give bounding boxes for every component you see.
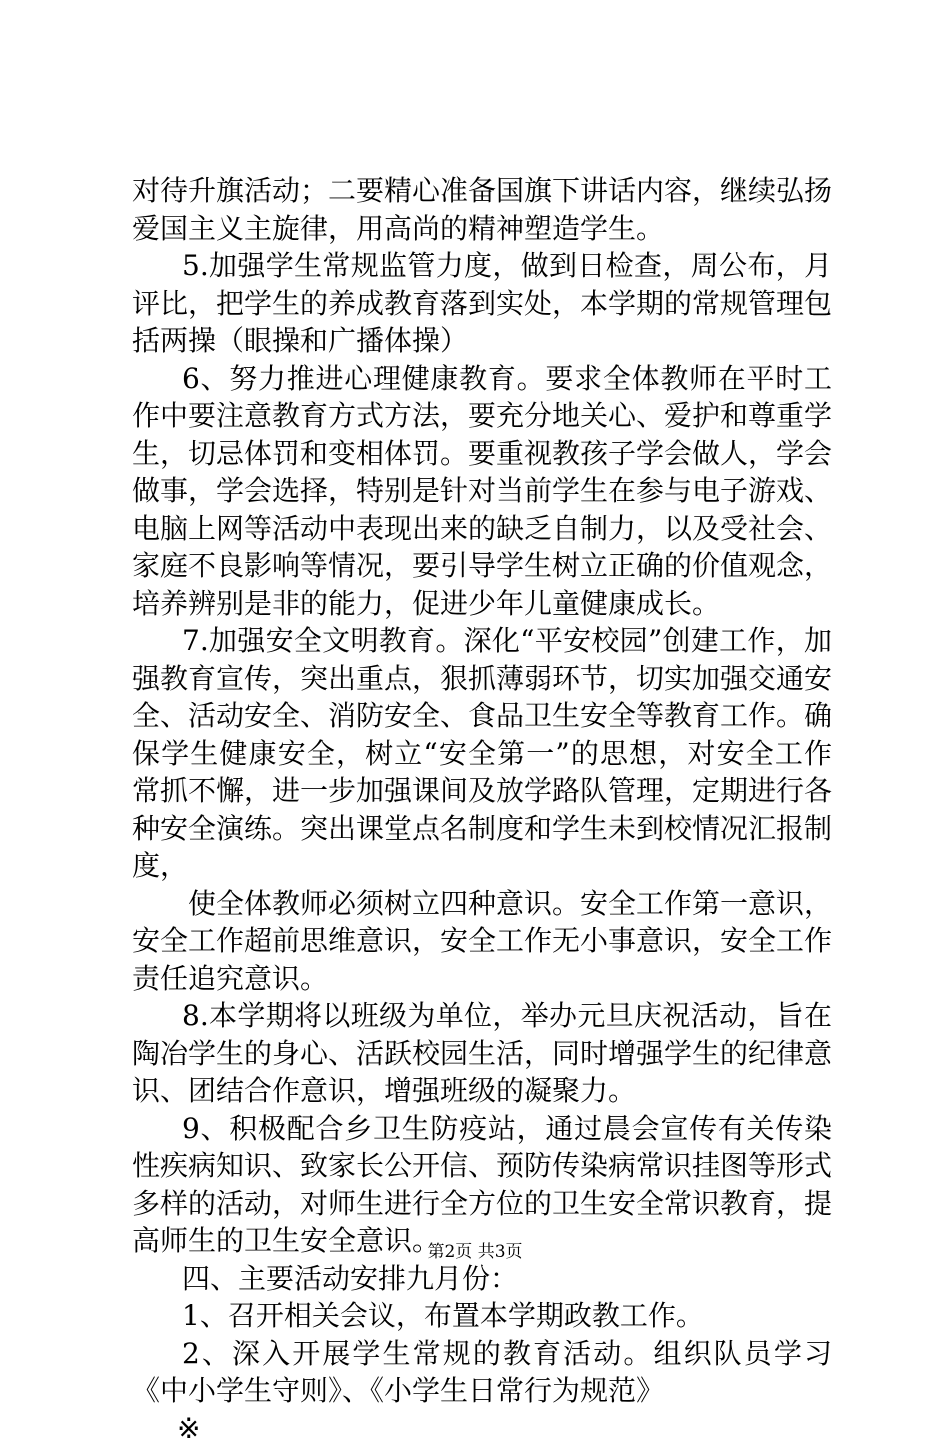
paragraph-item-9: 9、积极配合乡卫生防疫站，通过晨会宣传有关传染性疾病知识、致家长公开信、预防传染病常识挂图等形式多样的活动，对师生进行全方位的卫生安全常识教育，提高师生的卫生安全意识。 bbox=[132, 1110, 832, 1260]
activity-item-1: 1、召开相关会议，布置本学期政教工作。 bbox=[132, 1297, 832, 1335]
paragraph-safety-awareness: 使全体教师必须树立四种意识。安全工作第一意识，安全工作超前思维意识，安全工作无小事意识，安全工作责任追究意识。 bbox=[132, 885, 832, 998]
paragraph-continuation: 对待升旗活动；二要精心准备国旗下讲话内容，继续弘扬爱国主义主旋律，用高尚的精神塑造学生。 bbox=[132, 172, 832, 247]
paragraph-item-5: 5.加强学生常规监管力度，做到日检查，周公布，月评比，把学生的养成教育落到实处，本学期的常规管理包括两操（眼操和广播体操） bbox=[132, 247, 832, 360]
section-heading: 四、主要活动安排九月份： bbox=[132, 1260, 832, 1298]
activity-item-2: 2、深入开展学生常规的教育活动。组织队员学习《中小学生守则》、《小学生日常行为规范》 bbox=[132, 1335, 832, 1410]
paragraph-item-8: 8.本学期将以班级为单位，举办元旦庆祝活动，旨在陶冶学生的身心、活跃校园生活，同时增强学生的纪律意识、团结合作意识，增强班级的凝聚力。 bbox=[132, 997, 832, 1110]
reference-mark-symbol: ※ bbox=[132, 1410, 832, 1447]
paragraph-item-7: 7.加强安全文明教育。深化“平安校园”创建工作，加强教育宣传，突出重点，狠抓薄弱环节，切实加强交通安全、活动安全、消防安全、食品卫生安全等教育工作。确保学生健康安全，树立“安全第一”的思想，对安全工作常抓不懈，进一步加强课间及放学路队管理，定期进行各种安全演练。突出课堂点名制度和学生未到校情况汇报制度， bbox=[132, 622, 832, 885]
page-footer: 第2页 共3页 bbox=[0, 1241, 950, 1263]
paragraph-item-6: 6、努力推进心理健康教育。要求全体教师在平时工作中要注意教育方式方法，要充分地关心、爱护和尊重学生，切忌体罚和变相体罚。要重视教孩子学会做人，学会做事，学会选择，特别是针对当前学生在参与电子游戏、电脑上网等活动中表现出来的缺乏自制力，以及受社会、家庭不良影响等情况，要引导学生树立正确的价值观念，培养辨别是非的能力，促进少年儿童健康成长。 bbox=[132, 360, 832, 623]
